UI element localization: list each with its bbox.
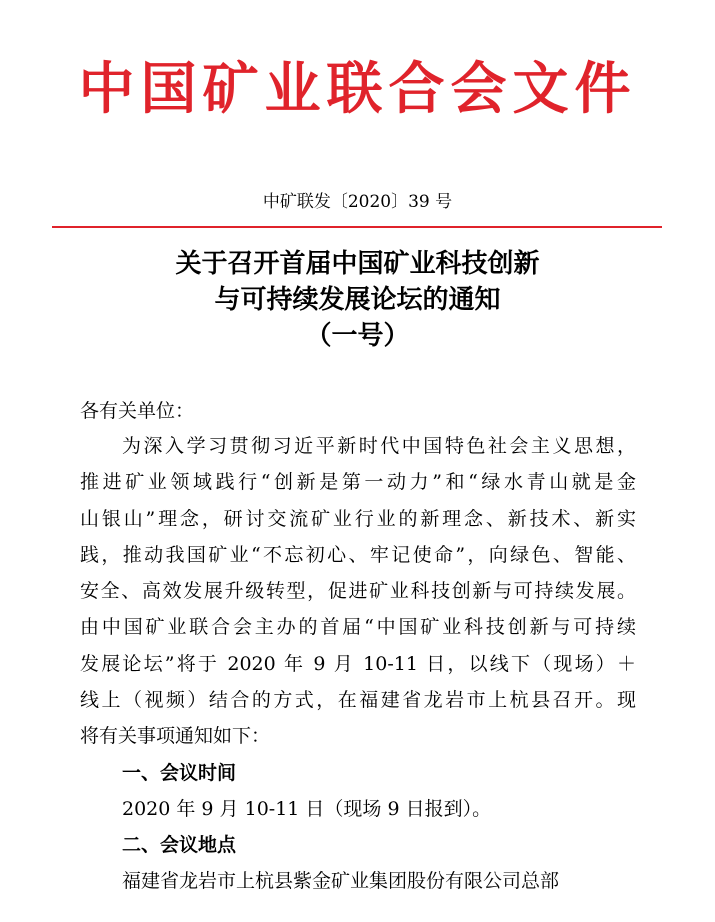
- section-heading-meeting-venue: 二、会议地点: [122, 834, 237, 856]
- document-header-title: 中国矿业联合会文件: [78, 57, 637, 122]
- paragraph-line: 发展论坛”将于 2020 年 9 月 10-11 日，以线下（现场）＋: [80, 652, 636, 675]
- paragraph-line: 由中国矿业联合会主办的首届“中国矿业科技创新与可持续: [80, 616, 636, 639]
- notice-title-line-1: 关于召开首届中国矿业科技创新: [175, 249, 540, 279]
- salutation: 各有关单位：: [80, 400, 195, 422]
- paragraph-line: 践，推动我国矿业“不忘初心、牢记使命”，向绿色、智能、: [80, 543, 636, 566]
- notice-title: [0, 246, 715, 354]
- intro-paragraph: [80, 428, 636, 755]
- paragraph-line: 山银山”理念，研讨交流矿业行业的新理念、新技术、新实: [80, 507, 636, 530]
- section-heading-meeting-time: 一、会议时间: [122, 762, 237, 784]
- notice-title-line-2: 与可持续发展论坛的通知: [214, 285, 501, 315]
- paragraph-line: 为深入学习贯彻习近平新时代中国特色社会主义思想，: [122, 435, 636, 457]
- paragraph-line: 推进矿业领域践行“创新是第一动力”和“绿水青山就是金: [80, 471, 636, 494]
- notice-title-line-3: （一号）: [305, 321, 410, 351]
- section-text-meeting-time: 2020 年 9 月 10-11 日（现场 9 日报到）。: [122, 798, 492, 820]
- paragraph-line: 线上（视频）结合的方式，在福建省龙岩市上杭县召开。现: [80, 689, 636, 712]
- section-text-meeting-venue: 福建省龙岩市上杭县紫金矿业集团股份有限公司总部: [122, 870, 560, 892]
- paragraph-line: 安全、高效发展升级转型，促进矿业科技创新与可持续发展。: [80, 580, 636, 603]
- header-divider: [52, 226, 662, 228]
- document-number: 中矿联发〔2020〕39 号: [262, 192, 453, 212]
- paragraph-line: 将有关事项通知如下：: [80, 725, 271, 748]
